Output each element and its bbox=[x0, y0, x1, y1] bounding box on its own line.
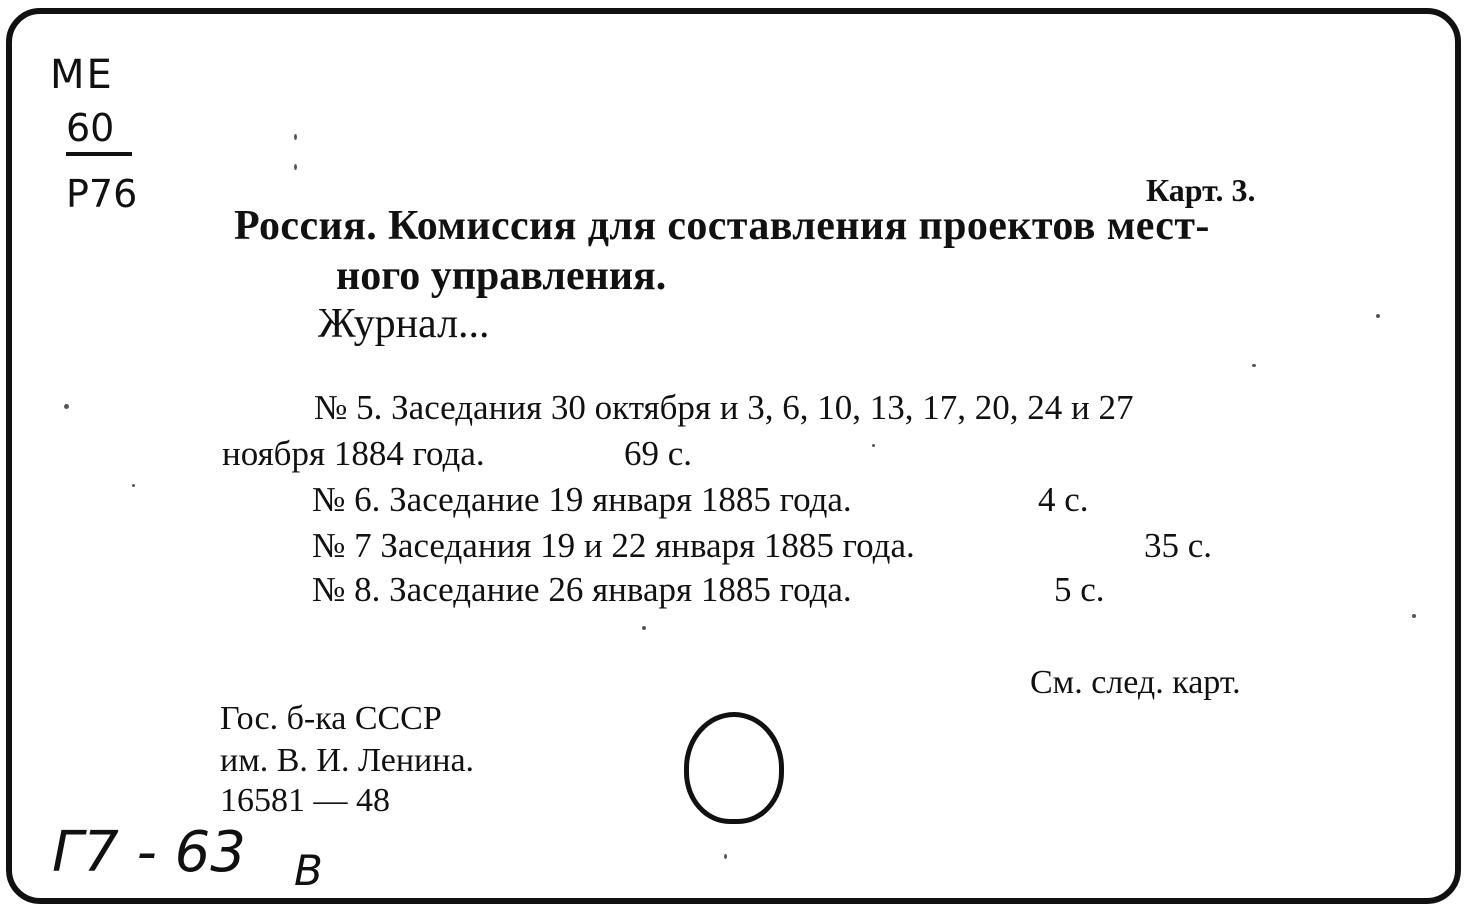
scan-speck bbox=[1252, 364, 1256, 367]
entry-5-line-2: ноября 1884 года. bbox=[222, 434, 485, 473]
punch-hole bbox=[684, 712, 784, 824]
imprint-line-1: Гос. б-ка СССР bbox=[220, 700, 442, 737]
shelfmark-line-2: 60 bbox=[66, 106, 115, 150]
entry-5-line-1: № 5. Заседания 30 октября и 3, 6, 10, 13, 17, 20, 24 и 27 bbox=[314, 388, 1134, 427]
scan-speck bbox=[64, 404, 69, 409]
work-title: Журнал... bbox=[318, 301, 490, 347]
handwritten-letter: В bbox=[294, 846, 323, 895]
scan-speck bbox=[872, 444, 875, 447]
scan-speck bbox=[294, 164, 297, 170]
entry-7-pages: 35 с. bbox=[1144, 526, 1213, 565]
entry-5-pages: 69 с. bbox=[624, 434, 693, 473]
scan-speck bbox=[724, 854, 727, 859]
scan-speck bbox=[132, 484, 135, 487]
scan-speck bbox=[1376, 314, 1380, 318]
entry-6-pages: 4 с. bbox=[1038, 480, 1089, 519]
scan-speck bbox=[642, 626, 646, 630]
scan-speck bbox=[294, 134, 297, 140]
imprint-line-2: им. В. И. Ленина. bbox=[220, 742, 475, 779]
heading-line-2: ного управления. bbox=[336, 253, 667, 299]
shelfmark-line-3: P76 bbox=[66, 172, 138, 216]
entry-8-pages: 5 с. bbox=[1054, 570, 1105, 609]
shelfmark-underline bbox=[66, 152, 132, 156]
shelfmark-line-1: ME bbox=[50, 52, 114, 98]
entry-6-text: № 6. Заседание 19 января 1885 года. bbox=[312, 480, 852, 519]
imprint-line-3: 16581 — 48 bbox=[220, 782, 390, 819]
handwritten-code: Г7 - 63 bbox=[52, 820, 246, 885]
heading-line-1: Россия. Комиссия для составления проектов мест- bbox=[234, 203, 1210, 249]
card-number: Карт. 3. bbox=[1146, 172, 1256, 208]
entry-7-text: № 7 Заседания 19 и 22 января 1885 года. bbox=[312, 526, 915, 565]
entry-8-text: № 8. Заседание 26 января 1885 года. bbox=[312, 570, 852, 609]
catalog-card bbox=[6, 8, 1461, 904]
see-next-card: См. след. карт. bbox=[1030, 664, 1241, 701]
scan-speck bbox=[1412, 614, 1416, 618]
